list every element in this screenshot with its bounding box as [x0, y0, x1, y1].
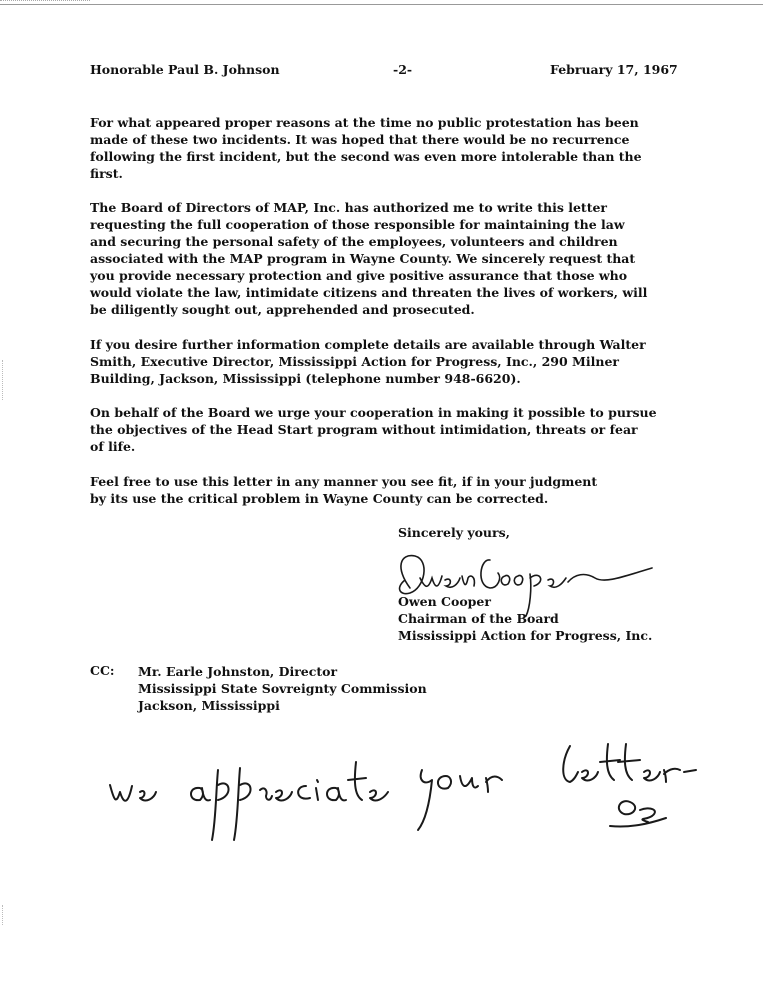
cc-line: Jackson, Mississippi: [138, 698, 280, 713]
margin-speckle: [2, 360, 6, 400]
text-line: first.: [90, 166, 123, 181]
cc-recipients: [138, 663, 427, 714]
closing-salutation: Sincerely yours,: [398, 525, 510, 540]
text-line: the objectives of the Head Start program without intimidation, threats or fear: [90, 422, 638, 437]
text-line: On behalf of the Board we urge your cooperation in making it possible to pursue: [90, 405, 657, 420]
text-line: be diligently sought out, apprehended and prosecuted.: [90, 302, 475, 317]
cc-line: Mr. Earle Johnston, Director: [138, 664, 338, 679]
top-border-line: [0, 4, 763, 5]
text-line: following the first incident, but the second was even more intolerable than the: [90, 149, 642, 164]
page-number: -2-: [393, 62, 413, 77]
margin-speckle: [2, 905, 6, 925]
paragraph-5: [90, 473, 710, 507]
header-recipient: Honorable Paul B. Johnson: [90, 62, 280, 77]
text-line: Smith, Executive Director, Mississippi Action for Progress, Inc., 290 Milner: [90, 354, 619, 369]
text-line: Feel free to use this letter in any manner you see fit, if in your judgment: [90, 474, 598, 489]
paragraph-4: [90, 404, 710, 455]
text-line: made of these two incidents. It was hoped that there would be no recurrence: [90, 132, 630, 147]
text-line: For what appeared proper reasons at the time no public protestation has been: [90, 115, 639, 130]
cc-label: CC:: [90, 663, 115, 678]
top-dotted-mark: [0, 0, 90, 1]
signer-title: Chairman of the Board: [398, 611, 559, 626]
paragraph-3: [90, 336, 710, 387]
text-line: The Board of Directors of MAP, Inc. has authorized me to write this letter: [90, 200, 608, 215]
text-line: you provide necessary protection and give positive assurance that those who: [90, 268, 628, 283]
text-line: requesting the full cooperation of those responsible for maintaining the law: [90, 217, 625, 232]
signer-organization: Mississippi Action for Progress, Inc.: [398, 628, 653, 643]
signer-name: Owen Cooper: [398, 594, 491, 609]
text-line: and securing the personal safety of the employees, volunteers and children: [90, 234, 618, 249]
letter-date: February 17, 1967: [550, 62, 678, 77]
text-line: associated with the MAP program in Wayne County. We sincerely request that: [90, 251, 636, 266]
text-line: Building, Jackson, Mississippi (telephone number 948-6620).: [90, 371, 521, 386]
text-line: of life.: [90, 439, 136, 454]
cc-line: Mississippi State Sovreignty Commission: [138, 681, 427, 696]
text-line: would violate the law, intimidate citizens and threaten the lives of workers, will: [90, 285, 648, 300]
text-line: If you desire further information complete details are available through Walter: [90, 337, 646, 352]
paragraph-1: [90, 114, 710, 182]
handwritten-note-image: [100, 740, 700, 850]
paragraph-2: [90, 199, 710, 318]
text-line: by its use the critical problem in Wayne County can be corrected.: [90, 491, 549, 506]
